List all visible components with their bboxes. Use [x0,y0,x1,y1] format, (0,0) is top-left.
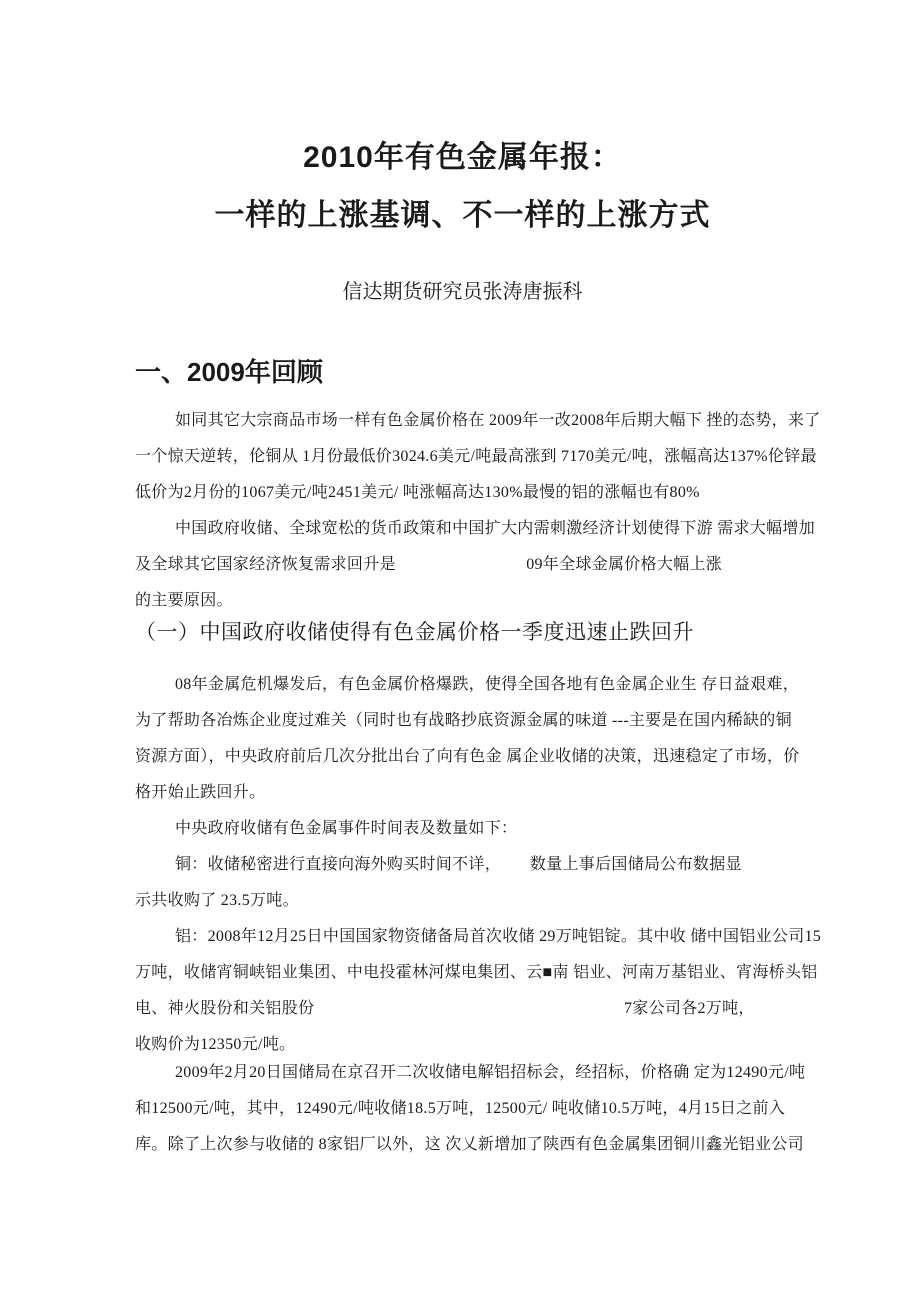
report-title-line1: 2010年有色金属年报： [303,141,622,174]
paragraph-2008-crisis [135,667,800,811]
text-line: 为了帮助各冶炼企业度过难关（同时也有战略抄底资源金属的味道 ---主要是在国内稀缺的铜 [135,712,792,729]
paragraph-price-rise-reasons [135,511,816,619]
text-line: 2009年2月20日国储局在京召开二次收储电解铝招标会，经招标，价格确 定为12490元/吨 [175,1064,806,1081]
author-byline: 信达期货研究员张涛唐振科 [342,281,583,303]
section-heading-2009-review: 一、2009年回顾 [135,357,323,387]
paragraph-aluminum-first-stockpile [135,919,822,1063]
text-line: 电、神火股份和关铝股份 7家公司各2万吨， [135,1000,755,1017]
text-line: 08年金属危机爆发后，有色金属价格爆跌，使得全国各地有色金属企业生 存日益艰难， [175,676,800,693]
paragraph-market-reversal [135,403,821,511]
paragraph-timetable-intro [135,811,795,847]
text-line: 中央政府收储有色金属事件时间表及数量如下： [175,820,518,837]
text-line: 示共收购了 23.5万吨。 [135,892,299,909]
text-line: 格开始止跌回升。 [135,784,266,801]
text-line: 如同其它大宗商品市场一样有色金属价格在 2009年一改2008年后期大幅下 挫的态势，来了 [175,412,821,429]
paragraph-copper-stockpile [135,847,795,919]
text-line: 资源方面），中央政府前后几次分批出台了向有色金 属企业收储的决策，迅速稳定了市场，价 [135,748,800,765]
report-title-line2: 一样的上涨基调、不一样的上涨方式 [214,199,711,232]
text-line: 收购价为12350元/吨。 [135,1036,296,1053]
text-line: 万吨，收储宵铜峡铝业集团、中电投霍林河煤电集团、云■南 铝业、河南万基铝业、宵海桥头铝 [135,964,818,981]
paragraph-aluminum-second-stockpile [135,1055,806,1163]
text-line: 的主要原因。 [135,592,233,609]
text-line: 和12500元/吨，其中，12490元/吨收储18.5万吨，12500元/ 吨收储10.5万吨，4月15日之前入 [135,1100,786,1117]
text-line: 一个惊天逆转，伦铜从 1月份最低价3024.6美元/吨最高涨到 7170美元/吨，涨幅高达137%伦锌最 [135,448,817,465]
text-line: 库。除了上次参与收储的 8家铝厂以外，这 次乂新增加了陕西有色金属集团铜川鑫光铝业公司 [135,1136,804,1153]
text-line: 铜：收储秘密进行直接向海外购买时间不详， 数量上事后国储局公布数据显 [175,856,742,873]
text-line: 低价为2月份的1067美元/吨2451美元/ 吨涨幅高达130%最慢的铝的涨幅也有80% [135,484,700,501]
subsection-heading-government-stockpiling: （一）中国政府收储使得有色金属价格一季度迅速止跌回升 [135,620,694,644]
text-line: 中国政府收储、全球宽松的货币政策和中国扩大内需刺激经济计划使得下游 需求大幅增加 [175,520,816,537]
text-line: 铝：2008年12月25日中国国家物资储备局首次收储 29万吨铝锭。其中收 储中国铝业公司15 [175,928,822,945]
text-line: 及全球其它国家经济恢复需求回升是 09年全球金属价格大幅上涨 [135,556,723,573]
